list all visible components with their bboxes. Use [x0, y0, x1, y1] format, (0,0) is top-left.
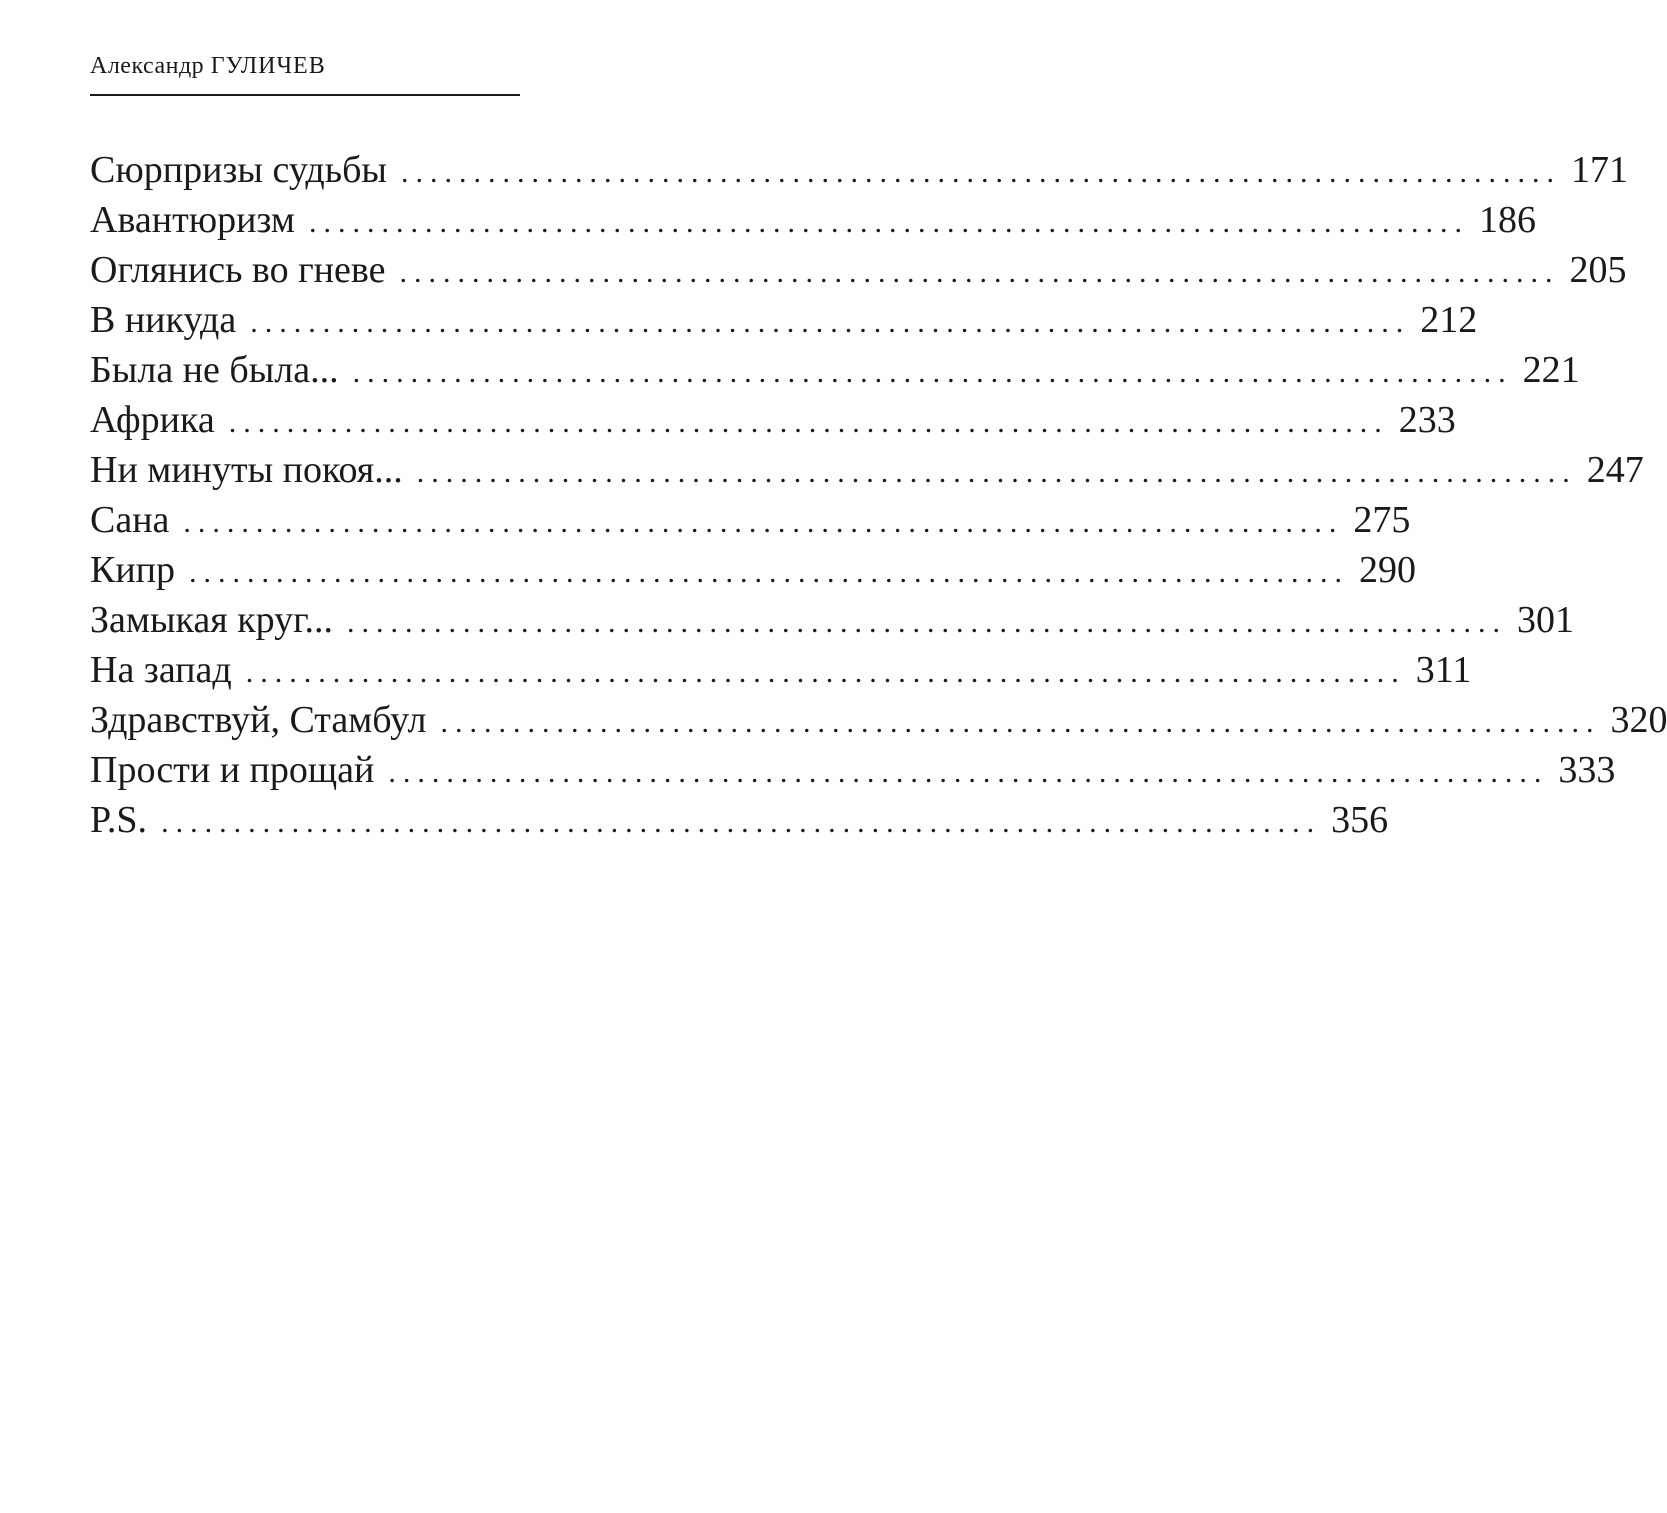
toc-entry[interactable]	[90, 195, 1536, 245]
author-first-name: Александр	[90, 53, 205, 79]
toc-entry-title: Авантюризм	[90, 199, 295, 241]
toc-entry-title: На запад	[90, 649, 232, 691]
toc-entry-page: 205	[1569, 249, 1627, 291]
dot-leader: ................................................................................	[399, 256, 1560, 289]
toc-entry[interactable]	[90, 295, 1478, 345]
toc-entry-page: 233	[1398, 399, 1456, 441]
toc-entry[interactable]	[90, 395, 1456, 445]
toc-entry-page: 311	[1415, 649, 1472, 691]
dot-leader: ................................................................................	[308, 206, 1469, 239]
toc-entry-page: 186	[1478, 199, 1536, 241]
toc-entry-page: 275	[1353, 499, 1411, 541]
toc-entry-page: 290	[1359, 549, 1417, 591]
toc-entry-title: Была не была...	[90, 349, 339, 391]
dot-leader: ................................................................................	[352, 356, 1513, 389]
toc-entry-page: 356	[1331, 799, 1389, 841]
dot-leader: ................................................................................	[400, 156, 1561, 189]
toc-entry-page: 333	[1558, 749, 1616, 791]
toc-entry-title: Кипр	[90, 549, 176, 591]
toc-entry-title: Сана	[90, 499, 170, 541]
dot-leader: ................................................................................	[250, 306, 1411, 339]
dot-leader: ................................................................................	[388, 756, 1549, 789]
toc-entry[interactable]	[90, 795, 1389, 845]
toc-entry[interactable]	[90, 595, 1574, 645]
toc-entry-page: 247	[1586, 449, 1644, 491]
toc-entry-title: Прости и прощай	[90, 749, 375, 791]
toc-entry-page: 301	[1516, 599, 1574, 641]
toc-entry[interactable]	[90, 345, 1580, 395]
toc-entry[interactable]	[90, 445, 1644, 495]
dot-leader: ................................................................................	[440, 706, 1601, 739]
toc-entry-title: Ни минуты покоя...	[90, 449, 403, 491]
toc-entry-page: 221	[1522, 349, 1580, 391]
toc-entry-page: 171	[1570, 149, 1628, 191]
toc-entry[interactable]	[90, 245, 1627, 295]
author-last-name: ГУЛИЧЕВ	[210, 53, 326, 79]
toc-entry[interactable]	[90, 695, 1667, 745]
toc-entry-title: Сюрпризы судьбы	[90, 149, 387, 191]
dot-leader: ................................................................................	[189, 556, 1350, 589]
dot-leader: ................................................................................	[245, 656, 1406, 689]
toc-entry[interactable]	[90, 545, 1417, 595]
toc-entry-page: 320	[1610, 699, 1667, 741]
toc-entry-page: 212	[1420, 299, 1478, 341]
toc-entry-title: Здравствуй, Стамбул	[90, 699, 427, 741]
dot-leader: ................................................................................	[161, 806, 1322, 839]
dot-leader: ................................................................................	[228, 406, 1389, 439]
toc-entry[interactable]	[90, 745, 1616, 795]
running-head	[90, 54, 326, 78]
dot-leader: ................................................................................	[183, 506, 1344, 539]
toc-entry-title: P.S.	[90, 799, 148, 841]
toc-entry-title: Африка	[90, 399, 215, 441]
toc-entry-title: Оглянись во гневе	[90, 249, 386, 291]
toc-entry-title: В никуда	[90, 299, 237, 341]
toc-entry[interactable]	[90, 645, 1472, 695]
toc-entry[interactable]	[90, 495, 1411, 545]
table-of-contents	[90, 145, 1667, 845]
header-rule	[90, 94, 520, 96]
dot-leader: ................................................................................	[416, 456, 1577, 489]
dot-leader: ................................................................................	[346, 606, 1507, 639]
toc-entry-title: Замыкая круг...	[90, 599, 333, 641]
toc-entry[interactable]	[90, 145, 1628, 195]
